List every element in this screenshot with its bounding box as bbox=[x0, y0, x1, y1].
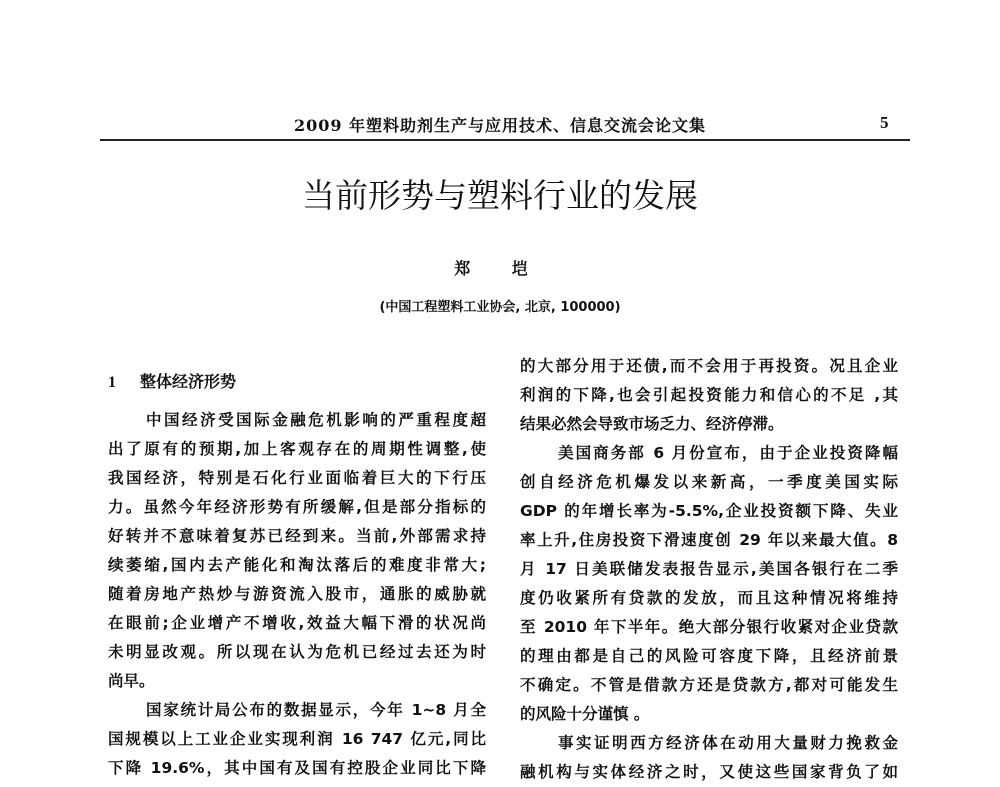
affiliation: (中国工程塑料工业协会, 北京, 100000) bbox=[379, 300, 621, 315]
text-line: 尚早。 bbox=[108, 672, 155, 690]
section-title: 整体经济形势 bbox=[140, 372, 237, 391]
right-column bbox=[520, 352, 898, 787]
paper-title: 当前形势与塑料行业的发展 bbox=[302, 176, 698, 215]
text-line: 好转并不意味着复苏已经到来。当前,外部需求持 bbox=[108, 527, 486, 545]
text-line: 未明显改观。所以现在认为危机已经过去还为时 bbox=[108, 643, 486, 661]
running-title: 2009 年塑料助剂生产与应用技术、信息交流会论文集 bbox=[293, 116, 707, 135]
running-header bbox=[0, 113, 1000, 137]
text-line: 国家统计局公布的数据显示，今年 1~8 月全 bbox=[146, 701, 486, 719]
text-line: GDP 的年增长率为-5.5%,企业投资额下降、失业 bbox=[520, 502, 898, 520]
text-line: 力。虽然今年经济形势有所缓解,但是部分指标的 bbox=[108, 498, 486, 516]
text-line: 结果必然会导致市场乏力、经济停滞。 bbox=[520, 415, 784, 433]
text-line: 出了原有的预期,加上客观存在的周期性调整,使 bbox=[108, 440, 486, 458]
text-line: 的理由都是自己的风险可容度下降，且经济前景 bbox=[520, 647, 898, 665]
text-line: 至 2010 年下半年。绝大部分银行收紧对企业贷款 bbox=[520, 618, 898, 636]
text-line: 事实证明西方经济体在动用大量财力挽救金 bbox=[558, 734, 898, 752]
left-column bbox=[108, 368, 486, 783]
text-line: 随着房地产热炒与游资流入股市，通胀的威胁就 bbox=[108, 585, 486, 603]
text-line: 国规模以上工业企业实现利润 16 747 亿元,同比 bbox=[108, 730, 486, 748]
text-line: 我国经济，特别是石化行业面临着巨大的下行压 bbox=[108, 469, 486, 487]
text-line: 度仍收紧所有贷款的发放，而且这种情况将维持 bbox=[520, 589, 898, 607]
text-line: 在眼前;企业增产不增收,效益大幅下滑的状况尚 bbox=[108, 614, 486, 632]
left-body-text bbox=[108, 406, 486, 783]
text-line: 的大部分用于还债,而不会用于再投资。况且企业 bbox=[520, 357, 898, 375]
text-line: 不确定。不管是借款方还是贷款方,都对可能发生 bbox=[520, 676, 898, 694]
text-line: 的风险十分谨慎 。 bbox=[520, 705, 650, 723]
text-line: 融机构与实体经济之时，又使这些国家背负了如 bbox=[520, 763, 898, 781]
text-line: 月 17 日美联储发表报告显示,美国各银行在二季 bbox=[520, 560, 898, 578]
section-heading bbox=[108, 368, 486, 406]
author: 郑 垲 bbox=[454, 259, 546, 278]
header-rule bbox=[100, 139, 910, 141]
section-number: 1 bbox=[108, 374, 116, 391]
text-line: 创自经济危机爆发以来新高，一季度美国实际 bbox=[520, 473, 898, 491]
text-line: 美国商务部 6 月份宣布，由于企业投资降幅 bbox=[558, 444, 898, 462]
text-line: 中国经济受国际金融危机影响的严重程度超 bbox=[146, 411, 486, 429]
right-body-text bbox=[520, 352, 898, 787]
text-line: 率上升,住房投资下滑速度创 29 年以来最大值。8 bbox=[520, 531, 898, 549]
text-line: 下降 19.6%，其中国有及国有控股企业同比下降 bbox=[108, 759, 486, 777]
text-line: 续萎缩,国内去产能化和淘汰落后的难度非常大; bbox=[108, 556, 486, 574]
page-number: 5 bbox=[880, 113, 889, 132]
text-line: 利润的下降,也会引起投资能力和信心的不足 ,其 bbox=[520, 386, 898, 404]
